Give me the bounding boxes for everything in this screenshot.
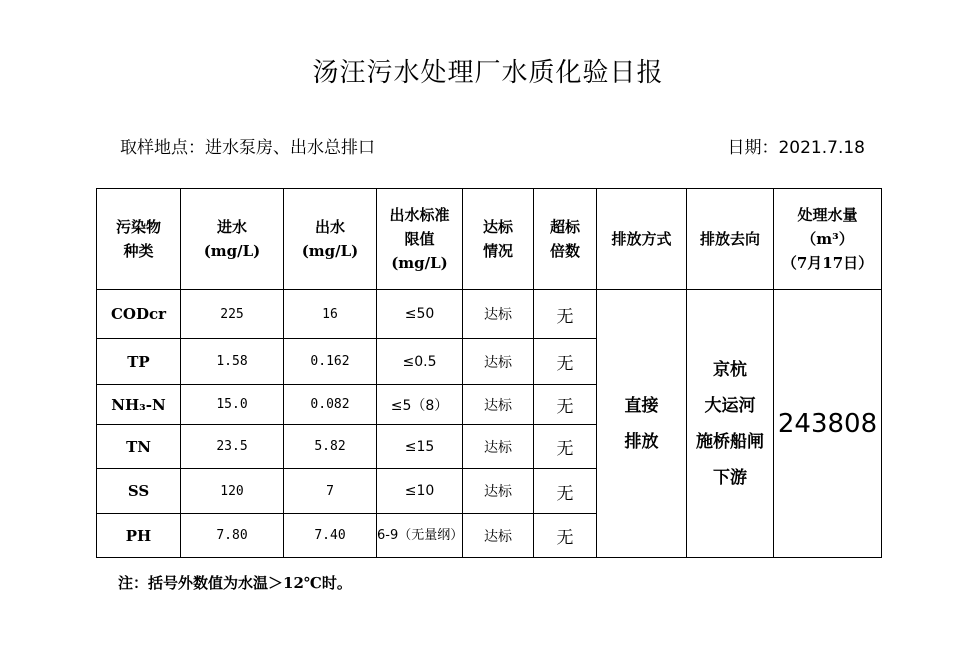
sampling-location: 取样地点：进水泵房、出水总排口: [120, 138, 375, 158]
compliance-value: 达标: [463, 290, 534, 339]
treated-volume-value: 243808: [774, 290, 882, 558]
method-line: 排放: [624, 431, 659, 452]
header-row: [97, 189, 882, 290]
header-discharge-method: 排放方式: [597, 189, 687, 290]
effluent-value: 0.082: [284, 385, 377, 425]
exceed-value: 无: [534, 290, 597, 339]
report-title: 汤汪污水处理厂水质化验日报: [312, 58, 664, 88]
influent-value: 23.5: [181, 425, 284, 469]
header-text: 出水标准: [389, 206, 450, 224]
header-text: 倍数: [549, 242, 580, 260]
effluent-value: 5.82: [284, 425, 377, 469]
water-quality-table: [96, 188, 882, 558]
header-text: 处理水量: [797, 206, 858, 224]
header-text: (mg/L): [301, 242, 359, 260]
header-text: (mg/L): [391, 254, 448, 272]
limit-value: ≤15: [377, 425, 463, 469]
header-text: 超标: [549, 218, 580, 236]
header-text: （m³）: [801, 230, 854, 248]
exceed-value: 无: [534, 425, 597, 469]
header-text: 情况: [482, 242, 513, 260]
pollutant-name: TN: [97, 425, 181, 469]
pollutant-name: NH₃-N: [97, 385, 181, 425]
limit-value: ≤0.5: [377, 339, 463, 385]
limit-value: ≤5（8）: [377, 385, 463, 425]
effluent-value: 16: [284, 290, 377, 339]
effluent-value: 7.40: [284, 514, 377, 558]
pollutant-name: SS: [97, 469, 181, 514]
destination-line: 大运河: [704, 395, 756, 416]
compliance-value: 达标: [463, 425, 534, 469]
footnote: 注：括号外数值为水温＞12℃时。: [118, 574, 352, 592]
header-pollutant-type: [97, 189, 181, 290]
discharge-method-cell: [597, 290, 687, 558]
header-compliance: [463, 189, 534, 290]
compliance-value: 达标: [463, 339, 534, 385]
header-text: 污染物: [115, 218, 161, 236]
header-effluent: [284, 189, 377, 290]
pollutant-name: CODcr: [97, 290, 181, 339]
effluent-value: 0.162: [284, 339, 377, 385]
exceed-value: 无: [534, 339, 597, 385]
limit-value: 6-9（无量纲）: [377, 514, 463, 558]
limit-value: ≤50: [377, 290, 463, 339]
method-line: 直接: [624, 395, 659, 416]
destination-line: 京杭: [713, 359, 747, 380]
effluent-value: 7: [284, 469, 377, 514]
table-row: [97, 290, 882, 339]
compliance-value: 达标: [463, 385, 534, 425]
header-text: (mg/L): [203, 242, 261, 260]
destination-line: 施桥船闸: [696, 431, 764, 452]
influent-value: 120: [181, 469, 284, 514]
header-discharge-destination: 排放去向: [687, 189, 774, 290]
header-text: （7月17日）: [781, 254, 874, 272]
destination-line: 下游: [713, 467, 747, 488]
exceed-value: 无: [534, 469, 597, 514]
limit-value: ≤10: [377, 469, 463, 514]
header-treated-volume: [774, 189, 882, 290]
header-influent: [181, 189, 284, 290]
discharge-destination-cell: [687, 290, 774, 558]
header-limit: [377, 189, 463, 290]
compliance-value: 达标: [463, 514, 534, 558]
influent-value: 225: [181, 290, 284, 339]
compliance-value: 达标: [463, 469, 534, 514]
pollutant-name: TP: [97, 339, 181, 385]
header-text: 进水: [216, 218, 247, 236]
influent-value: 7.80: [181, 514, 284, 558]
header-text: 出水: [314, 218, 345, 236]
exceed-value: 无: [534, 385, 597, 425]
influent-value: 1.58: [181, 339, 284, 385]
header-text: 种类: [123, 242, 154, 260]
header-text: 达标: [482, 218, 513, 236]
header-exceed-multiple: [534, 189, 597, 290]
exceed-value: 无: [534, 514, 597, 558]
header-text: 限值: [404, 230, 435, 248]
influent-value: 15.0: [181, 385, 284, 425]
report-date: 日期：2021.7.18: [727, 138, 865, 158]
pollutant-name: PH: [97, 514, 181, 558]
